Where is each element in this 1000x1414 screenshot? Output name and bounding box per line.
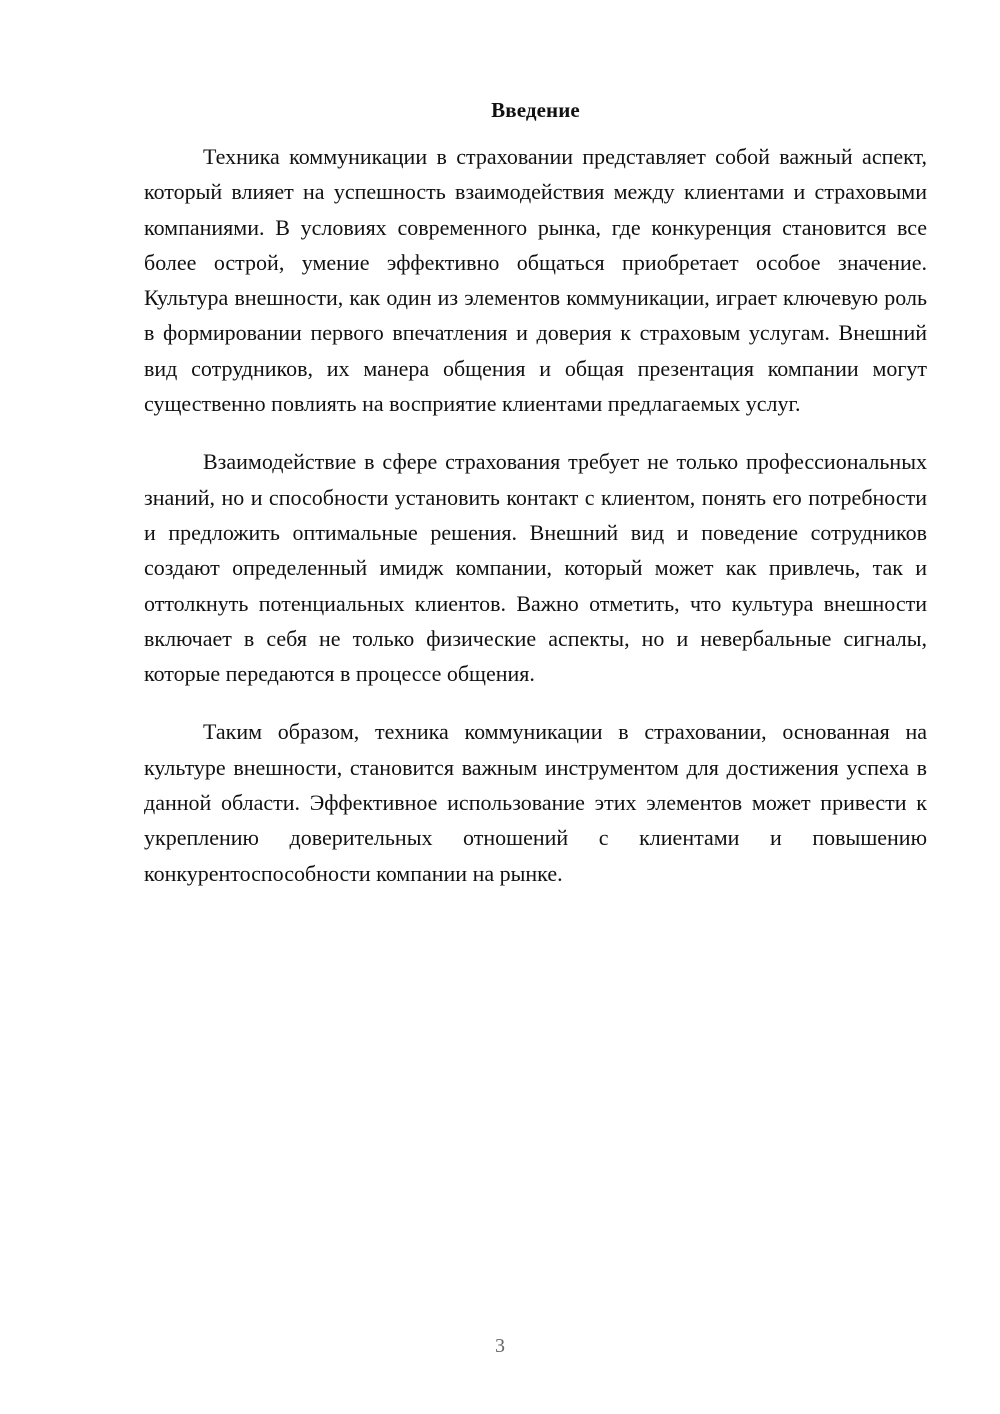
page-number: 3	[495, 1335, 505, 1357]
page-content	[144, 95, 927, 891]
paragraph-3: Таким образом, техника коммуникации в страховании, основанная на культуре внешности, становится важным инструментом для достижения успеха в данной области. Эффективное использование этих элементов может привести к укреплению доверительных отношений с клиентами и повышению конкурентоспособности компании на рынке.	[144, 719, 927, 886]
section-heading: Введение	[491, 98, 580, 122]
paragraph-2: Взаимодействие в сфере страхования требует не только профессиональных знаний, но и способности установить контакт с клиентом, понять его потребности и предложить оптимальные решения. Внешний вид и поведение сотрудников создают определенный имидж компании, который может как привлечь, так и оттолкнуть потенциальных клиентов. Важно отметить, что культура внешности включает в себя не только физические аспекты, но и невербальные сигналы, которые передаются в процессе общения.	[144, 449, 927, 687]
paragraph-1: Техника коммуникации в страховании представляет собой важный аспект, который влияет на успешность взаимодействия между клиентами и страховыми компаниями. В условиях современного рынка, где конкуренция становится все более острой, умение эффективно общаться приобретает особое значение. Культура внешности, как один из элементов коммуникации, играет ключевую роль в формировании первого впечатления и доверия к страховым услугам. Внешний вид сотрудников, их манера общения и общая презентация компании могут существенно повлиять на восприятие клиентами предлагаемых услуг.	[144, 144, 927, 417]
